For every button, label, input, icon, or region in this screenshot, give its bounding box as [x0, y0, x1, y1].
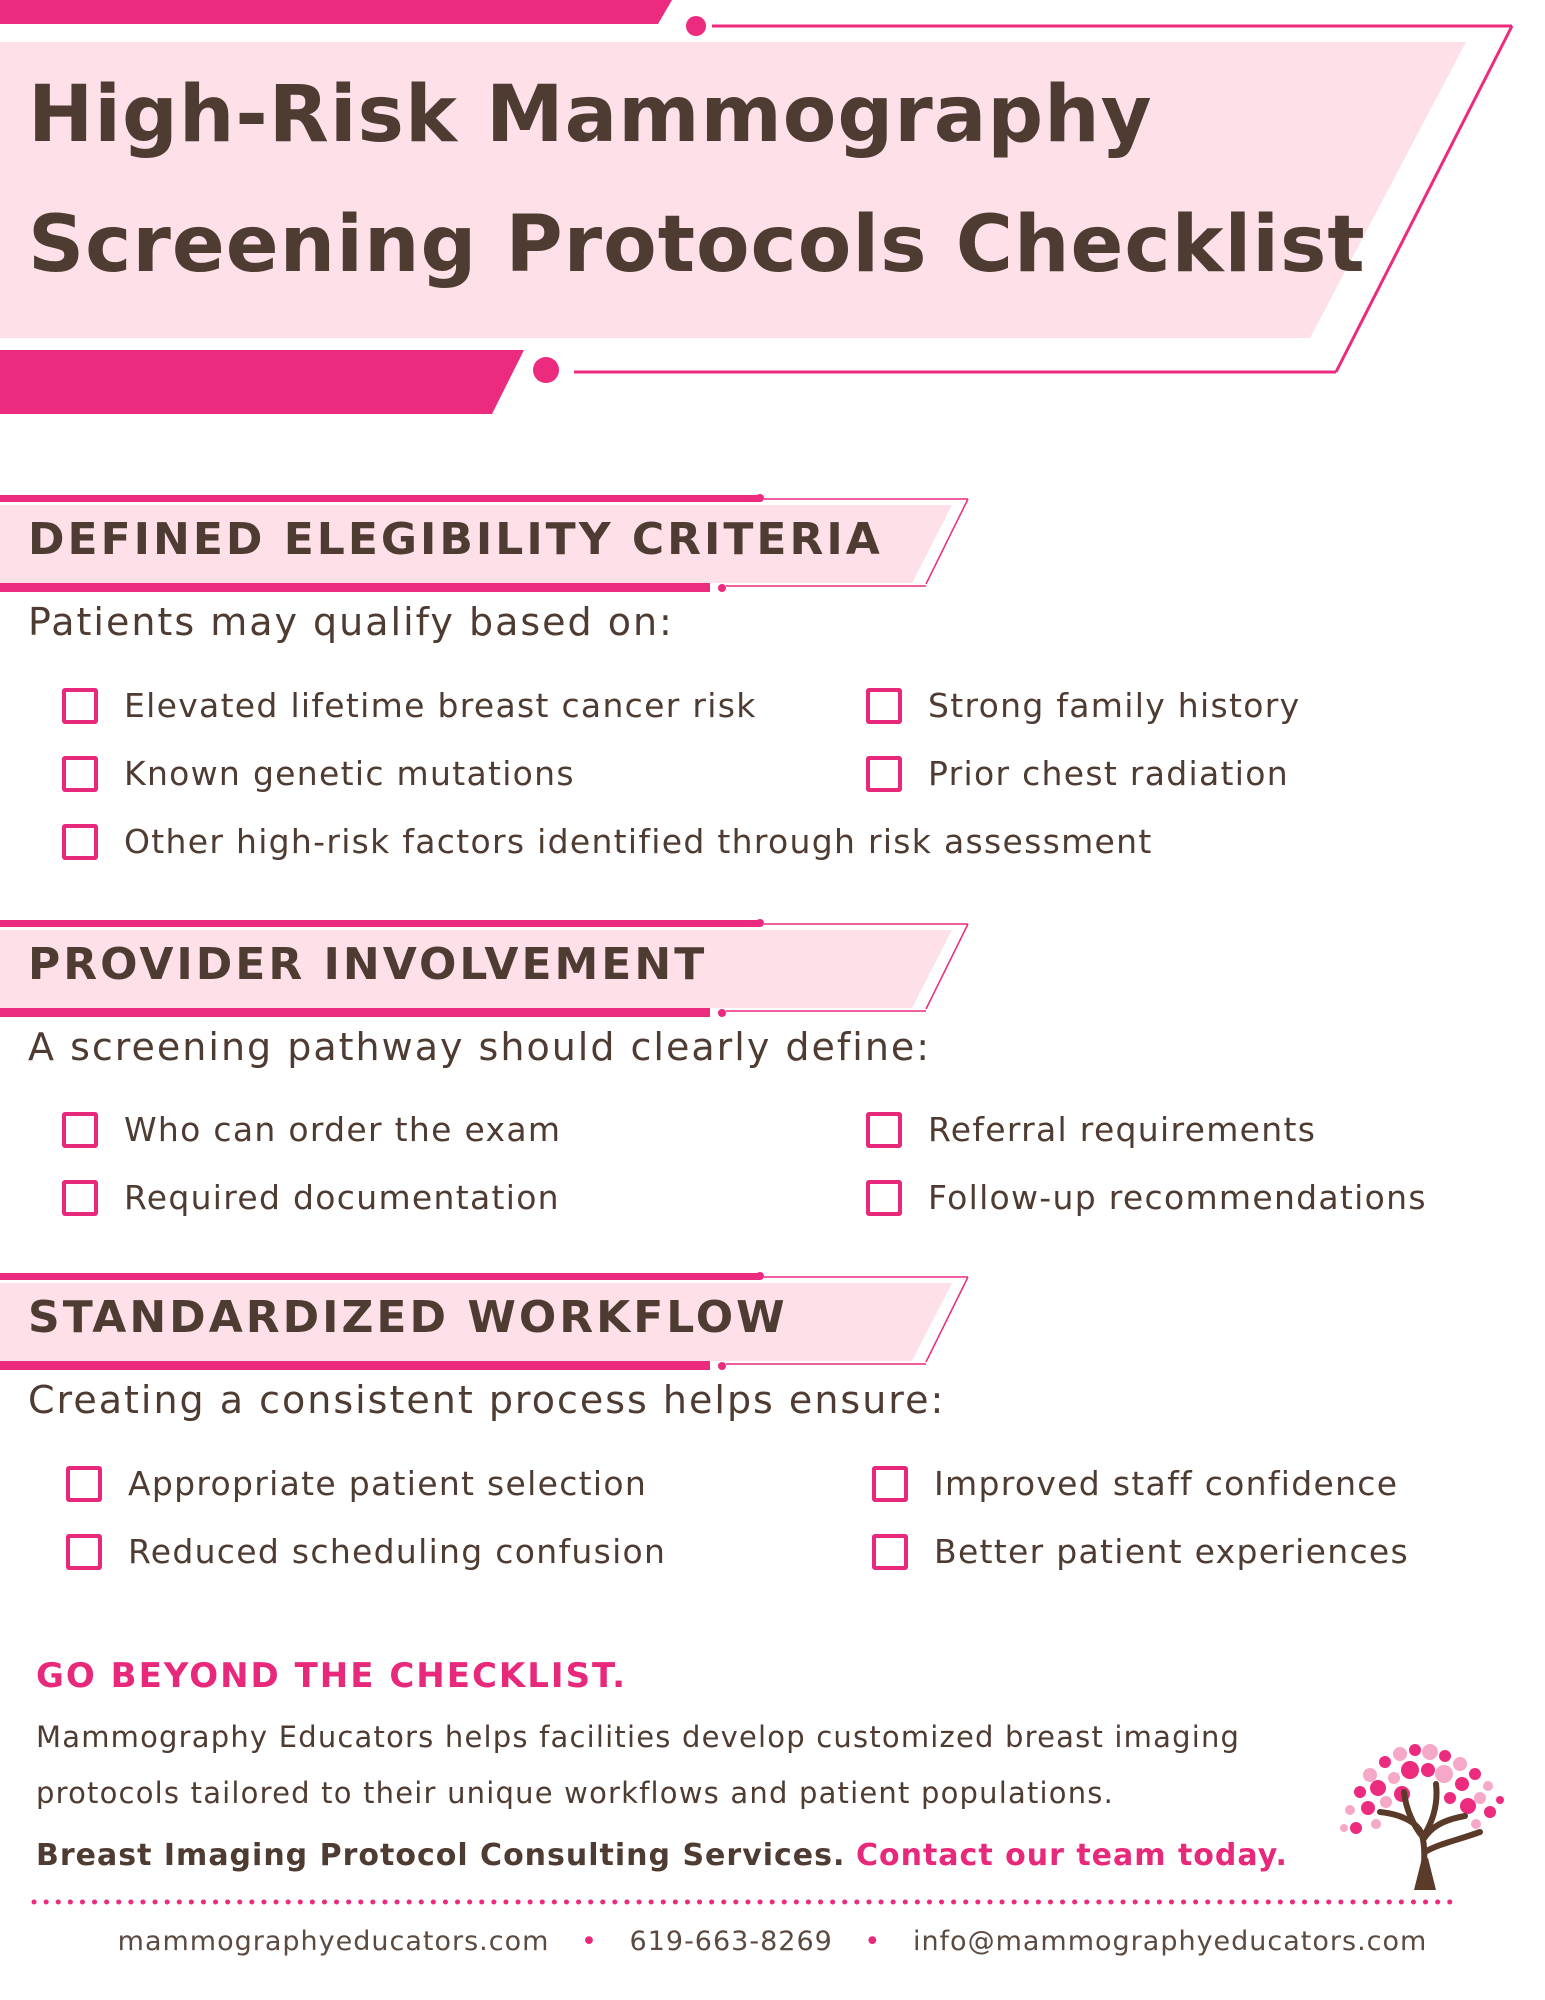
section-intro-workflow: Creating a consistent process helps ensure: — [28, 1378, 946, 1422]
checkbox-icon[interactable] — [872, 1534, 908, 1570]
section-title-workflow: STANDARDIZED WORKFLOW — [28, 1292, 788, 1343]
checklist-item[interactable]: Follow-up recommendations — [866, 1178, 1427, 1217]
separator-dot: • — [581, 1926, 598, 1957]
checkbox-icon[interactable] — [866, 756, 902, 792]
checklist-item[interactable]: Appropriate patient selection — [66, 1464, 647, 1503]
checkbox-icon[interactable] — [66, 1466, 102, 1502]
section-intro-provider: A screening pathway should clearly define: — [28, 1025, 932, 1069]
services-line — [36, 1838, 1288, 1873]
checkbox-icon[interactable] — [62, 756, 98, 792]
section-title-provider: PROVIDER INVOLVEMENT — [28, 939, 708, 990]
cta-description-line-1: Mammography Educators helps facilities develop customized breast imaging — [36, 1720, 1241, 1754]
footer-contact — [0, 1926, 1545, 1957]
checklist-item[interactable]: Known genetic mutations — [62, 754, 575, 793]
checkbox-icon[interactable] — [62, 1180, 98, 1216]
website-link[interactable]: mammographyeducators.com — [117, 1926, 550, 1957]
checkbox-icon[interactable] — [866, 1112, 902, 1148]
checkbox-icon[interactable] — [866, 1180, 902, 1216]
checkbox-icon[interactable] — [872, 1466, 908, 1502]
checklist-item[interactable]: Required documentation — [62, 1178, 560, 1217]
services-name: Breast Imaging Protocol Consulting Services. — [36, 1838, 846, 1873]
contact-link[interactable]: Contact our team today. — [855, 1838, 1288, 1873]
checklist-item[interactable]: Other high-risk factors identified through risk assessment — [62, 822, 1153, 861]
email-link[interactable]: info@mammographyeducators.com — [912, 1926, 1428, 1957]
checklist-item[interactable]: Better patient experiences — [872, 1532, 1409, 1571]
checkbox-icon[interactable] — [62, 1112, 98, 1148]
separator-dot: • — [864, 1926, 882, 1957]
checklist-item[interactable]: Who can order the exam — [62, 1110, 561, 1149]
page-title-line-2: Screening Protocols Checklist — [28, 200, 1366, 290]
checklist-item[interactable]: Strong family history — [866, 686, 1300, 725]
checkbox-icon[interactable] — [62, 688, 98, 724]
checkbox-icon[interactable] — [866, 688, 902, 724]
page-title-line-1: High-Risk Mammography — [28, 70, 1153, 160]
cta-heading: GO BEYOND THE CHECKLIST. — [36, 1656, 628, 1696]
checklist-item[interactable]: Improved staff confidence — [872, 1464, 1398, 1503]
checklist-item[interactable]: Reduced scheduling confusion — [66, 1532, 666, 1571]
section-intro-eligibility: Patients may qualify based on: — [28, 600, 674, 644]
cta-description-line-2: protocols tailored to their unique workflows and patient populations. — [36, 1776, 1115, 1810]
phone-link[interactable]: 619-663-8269 — [629, 1926, 833, 1957]
checkbox-icon[interactable] — [66, 1534, 102, 1570]
tree-logo-icon — [1330, 1740, 1530, 1890]
checkbox-icon[interactable] — [62, 824, 98, 860]
checklist-item[interactable]: Elevated lifetime breast cancer risk — [62, 686, 757, 725]
checklist-item[interactable]: Referral requirements — [866, 1110, 1316, 1149]
checklist-item[interactable]: Prior chest radiation — [866, 754, 1289, 793]
section-title-eligibility: DEFINED ELEGIBILITY CRITERIA — [28, 514, 883, 565]
